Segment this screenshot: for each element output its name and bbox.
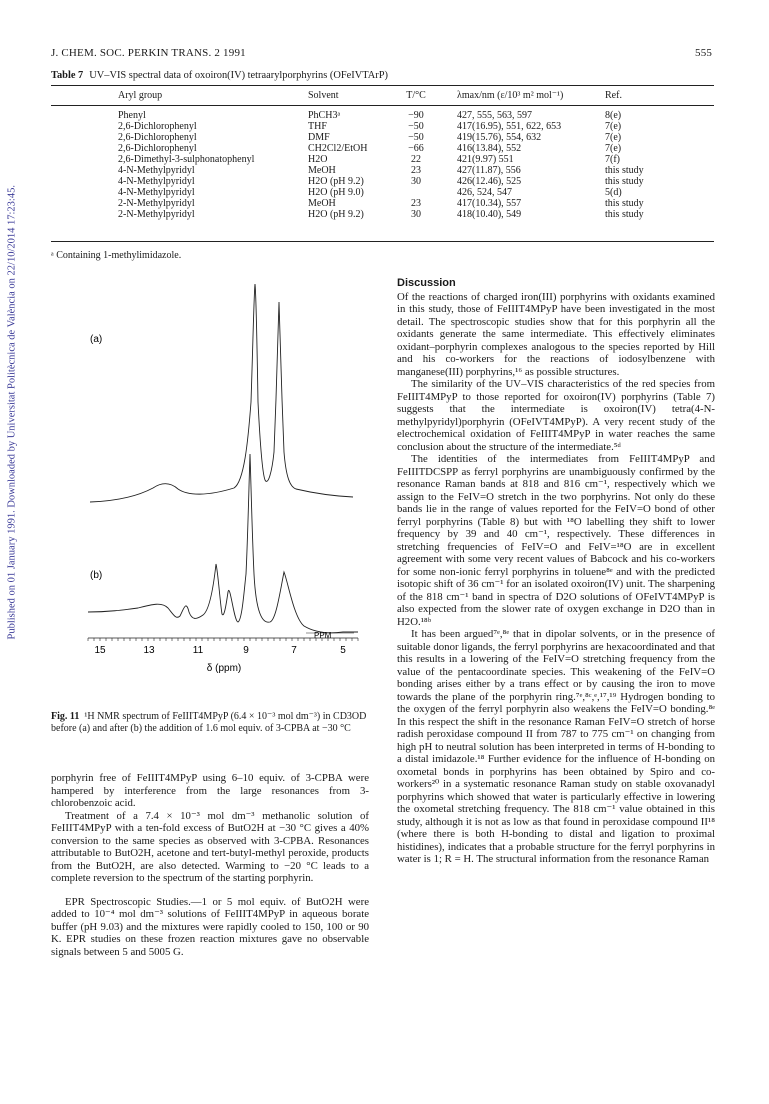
paragraph: The similarity of the UV–VIS characteristics of the red species from FeIIIT4MPyP to those reported for oxoiron(IV) porphyrins (Table 7) suggests that the intermediate is oxoiron(IV) tetra(4-N-methylpyridyl)porphyrin (OFeIVT4MPyP). A very recent study of the electrochemical oxidation of FeIIIT4MPyP in water reaches the same conclusion about the structure of the intermediate.⁵ᵈ bbox=[397, 378, 715, 453]
table-cell: 23 bbox=[411, 198, 421, 209]
table-cell: 7(e) bbox=[605, 121, 622, 132]
table-cell: 4-N-Methylpyridyl bbox=[118, 176, 195, 187]
table-caption-text: UV–VIS spectral data of oxoiron(IV) tetraarylporphyrins (OFeIVTArP) bbox=[89, 70, 388, 81]
table-row bbox=[51, 121, 714, 132]
table-cell: 2,6-Dimethyl-3-sulphonatophenyl bbox=[118, 154, 255, 165]
table-cell: 2,6-Dichlorophenyl bbox=[118, 132, 197, 143]
axis-tick-label: 9 bbox=[243, 645, 249, 656]
table-header-row bbox=[51, 90, 714, 101]
table-cell: 426(12.46), 525 bbox=[457, 176, 522, 187]
table-row bbox=[51, 165, 714, 176]
table-cell: 2,6-Dichlorophenyl bbox=[118, 143, 197, 154]
discussion-heading: Discussion bbox=[397, 277, 456, 289]
col-header-aryl: Aryl group bbox=[118, 90, 163, 101]
table-cell: this study bbox=[605, 209, 644, 220]
table-top-rule bbox=[51, 85, 714, 86]
table-cell: 427(11.87), 556 bbox=[457, 165, 521, 176]
table-cell: CH2Cl2/EtOH bbox=[308, 143, 368, 154]
axis-tick-labels bbox=[94, 645, 346, 656]
col-header-temp: T/°C bbox=[406, 90, 426, 101]
table-cell: 418(10.40), 549 bbox=[457, 209, 522, 220]
table-row bbox=[51, 209, 714, 220]
table-row bbox=[51, 198, 714, 209]
table-cell: H2O (pH 9.2) bbox=[308, 209, 364, 220]
table-cell: this study bbox=[605, 176, 644, 187]
table-cell: 2-N-Methylpyridyl bbox=[118, 198, 195, 209]
col-header-ref: Ref. bbox=[605, 90, 622, 101]
axis-tick-label: 7 bbox=[291, 645, 297, 656]
table-cell: MeOH bbox=[308, 165, 336, 176]
axis-tick-label: 15 bbox=[94, 645, 106, 656]
nmr-spectrum-svg bbox=[58, 282, 363, 702]
col-header-solvent: Solvent bbox=[308, 90, 339, 101]
table-cell: 30 bbox=[411, 176, 421, 187]
table-cell: 4-N-Methylpyridyl bbox=[118, 187, 195, 198]
table-row bbox=[51, 187, 714, 198]
download-sidebar-note bbox=[6, 185, 18, 640]
table-cell: H2O bbox=[308, 154, 328, 165]
table-cell: H2O (pH 9.2) bbox=[308, 176, 364, 187]
uv-vis-table bbox=[51, 90, 714, 220]
table-cell: 417(16.95), 551, 622, 653 bbox=[457, 121, 562, 132]
table-cell: this study bbox=[605, 165, 644, 176]
table-row bbox=[51, 176, 714, 187]
paragraph: The identities of the intermediates from FeIIIT4MPyP and FeIIITDCSPP as ferryl porphyrins are unambiguously confirmed by the resonance Raman bands at 818 and 816 cm⁻¹, respectively which we assign to the FeIV=O stretch in the two porphyrins. Not only do these bands lie in the range of values reported for the FeIV=O bond of other ferryl porphyrins (Table 8) but with ¹⁸O labelling they shift to lower frequency by 39 and 40 cm⁻¹, respectively. These differences in stretching frequencies of FeIV=O and FeIV=¹⁸O are in excellent agreement with some very recent values of Babcock and his co-workers for some non-ionic ferryl porphyrins in toluene⁸ᵉ and with the predicted isotopic shift of 36 cm⁻¹ for an isolated oxoiron(IV) unit. The sharpening of the 818 cm⁻¹ band in spectra of D2O solutions of OFeIVT4MPyP is also expected from the slower rate of oxygen exchange in D2O than in H2O.¹⁸ᵇ bbox=[397, 453, 715, 628]
table-cell: 7(f) bbox=[605, 154, 620, 165]
paragraph: It has been argued⁷ᵉ,⁸ᵉ that in dipolar solvents, or in the presence of suitable donor ligands, the ferryl porphyrins are hexacoordinated and that this results in a lowering of the FeIV=O stretching frequency from the value of the pentacoordinate species. This weakening of the FeIV=O bonding arises either by a trans effect or by causing the iron to move towards the plane of the porphyrin ring.⁷ᵉ,⁸ᶜ,ᵉ,¹⁷,¹⁹ Hydrogen bonding to the oxygen of the ferryl porphyrin also weakens the FeIV=O bonding.⁸ᵉ In this respect the shift in the resonance Raman FeIV=O stretch of horse radish peroxidase compound II from 787 to 775 cm⁻¹ on changing from high pH to neutral solution has been interpreted in terms of H-bonding to a distal imidazole.¹⁸ Further evidence for the influence of H-bonding on oxometal bonds in porphyrins has been obtained by Spiro and co-workers²⁰ in a systematic resonance Raman study on stable oxovanadyl porphyrins which showed that water is particularly effective in lowering the oxometal stretching frequency. The 818 cm⁻¹ value obtained in this study, although it is not as low as that found in peroxidase compound II¹⁸ (where there is both H-bonding to distal and ligation to proximal histidines), indicates that a probable structure for the ferryl porphyrins in water is 1; R = H. The structural information from the resonance Raman bbox=[397, 628, 715, 865]
axis-tick-label: 11 bbox=[192, 645, 204, 656]
table-cell: this study bbox=[605, 198, 644, 209]
table-row bbox=[51, 154, 714, 165]
table-row bbox=[51, 110, 714, 121]
table-cell: 22 bbox=[411, 154, 421, 165]
panel-b-label: (b) bbox=[90, 570, 103, 581]
journal-header: J. CHEM. SOC. PERKIN TRANS. 2 1991 bbox=[51, 47, 246, 59]
table-cell: MeOH bbox=[308, 198, 336, 209]
table-cell: 426, 524, 547 bbox=[457, 187, 512, 198]
figure-caption bbox=[51, 711, 369, 735]
nmr-figure bbox=[58, 282, 363, 702]
table-cell bbox=[396, 187, 436, 198]
table-cell: 417(10.34), 557 bbox=[457, 198, 522, 209]
left-text-column bbox=[51, 772, 369, 958]
paragraph: porphyrin free of FeIIIT4MPyP using 6–10 equiv. of 3-CPBA were hampered by interference from the large resonances from 3-chlorobenzoic acid. bbox=[51, 772, 369, 809]
table-cell: −50 bbox=[408, 121, 424, 132]
table-cell: −50 bbox=[408, 132, 424, 143]
table-cell: H2O (pH 9.0) bbox=[308, 187, 364, 198]
table-cell: THF bbox=[308, 121, 327, 132]
table-cell: 23 bbox=[411, 165, 421, 176]
table-bottom-rule bbox=[51, 241, 714, 242]
table-cell: 2-N-Methylpyridyl bbox=[118, 209, 195, 220]
table-cell: PhCH3ᵃ bbox=[308, 110, 341, 121]
sidebar-note-text: Published on 01 January 1991. Downloaded by Universitat Politècnica de València on 22/10/2014 17:23:45. bbox=[6, 185, 18, 640]
paragraph: Treatment of a 7.4 × 10⁻³ mol dm⁻³ methanolic solution of FeIIIT4MPyP with a ten-fold excess of ButO2H at −30 °C gives a 40% conversion to the same species as observed with 3-CPBA. Resonances attributable to ButO2H, acetone and tert-butyl-methyl peroxide, products from the ButO2H, are also detected. Warming to −20 °C leads to a complete reversion to the spectrum of the starting porphyrin. bbox=[51, 809, 369, 884]
x-axis-label: δ (ppm) bbox=[206, 663, 242, 674]
table-cell: 8(e) bbox=[605, 110, 622, 121]
table-cell: 5(d) bbox=[605, 187, 622, 198]
table-cell: −90 bbox=[408, 110, 424, 121]
table-cell: 4-N-Methylpyridyl bbox=[118, 165, 195, 176]
paragraph: EPR Spectroscopic Studies.—1 or 5 mol equiv. of ButO2H were added to 10⁻⁴ mol dm⁻³ solutions of FeIIIT4MPyP in aqueous borate buffer (pH 9.03) and the mixtures were rapidly cooled to 150, 100 or 90 K. EPR studies on these frozen reaction mixtures gave no observable signals between 5 and 5005 G. bbox=[51, 895, 369, 958]
table-cell: 416(13.84), 552 bbox=[457, 143, 522, 154]
spectrum-b bbox=[88, 454, 358, 633]
right-text-column bbox=[397, 277, 715, 866]
axis-tick-label: 13 bbox=[143, 645, 155, 656]
panel-a-label: (a) bbox=[90, 334, 103, 345]
table-cell: −66 bbox=[408, 143, 424, 154]
figure-caption-text: ¹H NMR spectrum of FeIIIT4MPyP (6.4 × 10⁻³ mol dm⁻³) in CD3OD before (a) and after (b) the addition of 1.6 mol equiv. of 3-CPBA at −30 °C bbox=[51, 711, 367, 734]
table-footnote: ᵃ Containing 1-methylimidazole. bbox=[51, 250, 182, 261]
table-label: Table 7 bbox=[51, 70, 84, 81]
paragraph: Of the reactions of charged iron(III) porphyrins with oxidants examined in this study, those of FeIIIT4MPyP have been investigated in the most detail. The spectroscopic studies show that for this porphyrin all the oxidants generate the same intermediate. This effectively eliminates oxidant–porphyrin complexes analogous to the species reported by Hill and his co-workers for the reactions of iodosylbenzene with manganese(III) porphyrins,¹⁶ as possible structures. bbox=[397, 290, 715, 378]
table-cell: 30 bbox=[411, 209, 421, 220]
table-cell: 421(9.97) 551 bbox=[457, 154, 514, 165]
table-cell: 419(15.76), 554, 632 bbox=[457, 132, 542, 143]
table-cell: 7(e) bbox=[605, 143, 622, 154]
table-cell: Phenyl bbox=[118, 110, 146, 121]
table-row bbox=[51, 132, 714, 143]
table-cell: 2,6-Dichlorophenyl bbox=[118, 121, 197, 132]
spectrum-a bbox=[90, 284, 353, 502]
table-cell: 427, 555, 563, 597 bbox=[457, 110, 532, 121]
table-row bbox=[51, 143, 714, 154]
table-caption bbox=[51, 70, 388, 81]
axis-tick-label: 5 bbox=[340, 645, 346, 656]
ppm-mark: PPM bbox=[314, 631, 332, 640]
col-header-lambda: λmax/nm (ε/10³ m² mol⁻¹) bbox=[457, 90, 564, 101]
figure-caption-label: Fig. 11 bbox=[51, 711, 80, 722]
page-number: 555 bbox=[695, 47, 713, 59]
table-cell: DMF bbox=[308, 132, 330, 143]
table-cell: 7(e) bbox=[605, 132, 622, 143]
